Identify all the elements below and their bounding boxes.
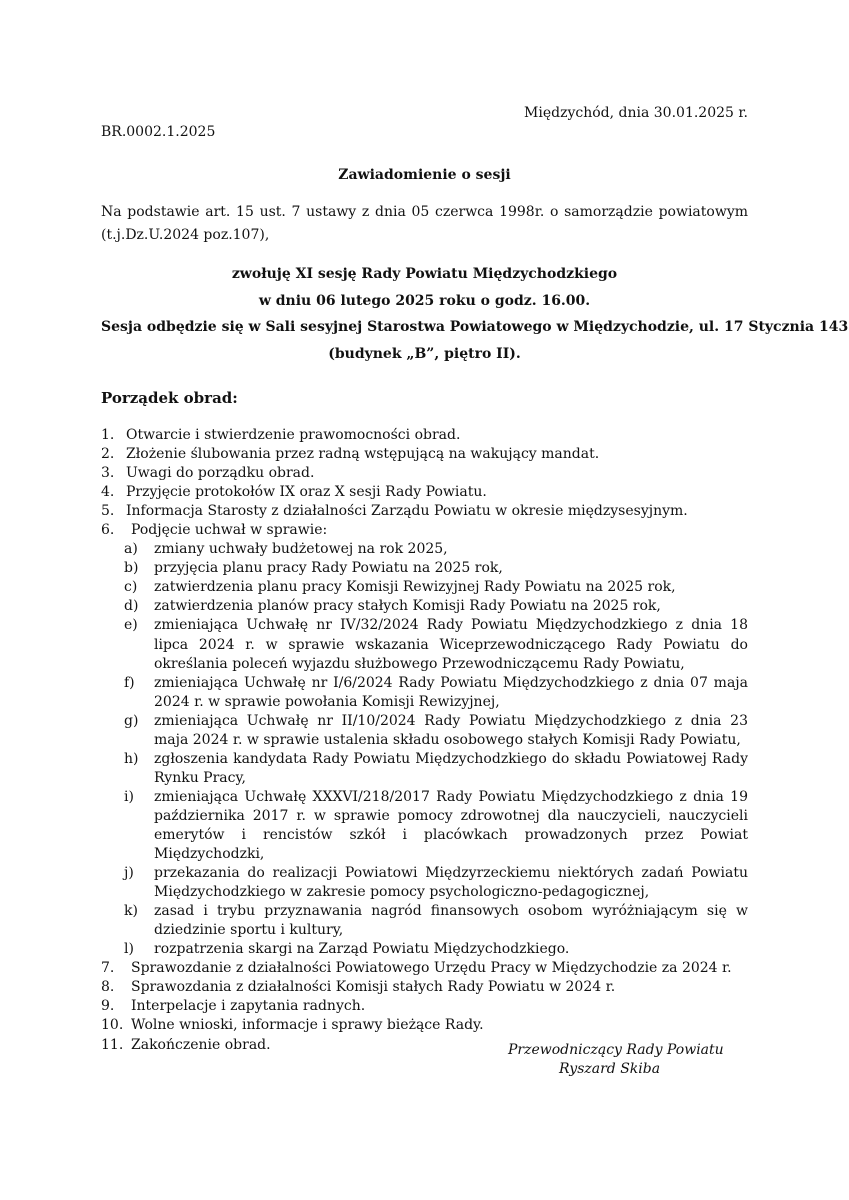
agenda-item-number: 10. — [101, 1017, 124, 1034]
resolution-item — [101, 559, 748, 578]
resolution-item — [101, 616, 748, 673]
agenda-item — [101, 997, 748, 1016]
resolution-item — [101, 940, 748, 959]
resolution-text: przekazania do realizacji Powiatowi Międzyrzeckiemu niektórych zadań Powiatu Międzychodzkiego w zakresie pomocy psychologiczno-pedagogicznej, — [154, 865, 748, 901]
agenda-item — [101, 521, 748, 540]
resolution-text: zatwierdzenia planów pracy stałych Komisji Rady Powiatu na 2025 rok, — [154, 598, 661, 615]
resolution-letter: i) — [124, 788, 134, 805]
resolution-text: zmieniająca Uchwałę nr II/10/2024 Rady Powiatu Międzychodzkiego z dnia 23 maja 2024 r. w sprawie ustalenia składu osobowego stałych Komisji Rady Powiatu, — [154, 712, 748, 748]
agenda-item — [101, 445, 748, 464]
agenda-item-text: Interpelacje i zapytania radnych. — [131, 998, 366, 1015]
resolution-letter: g) — [124, 712, 139, 729]
convocation-block — [101, 261, 849, 367]
agenda-item-number: 9. — [101, 998, 115, 1015]
agenda-item-text: Podjęcie uchwał w sprawie: — [131, 522, 328, 539]
resolution-letter: d) — [124, 598, 139, 615]
agenda-item — [101, 502, 748, 521]
agenda-item-number: 1. — [101, 427, 115, 443]
agenda-item-text: Uwagi do porządku obrad. — [126, 465, 315, 482]
agenda-item-text: Zakończenie obrad. — [131, 1036, 271, 1053]
agenda-heading: Porządek obrad: — [101, 389, 238, 407]
resolution-letter: l) — [124, 941, 134, 958]
agenda-item-number: 2. — [101, 446, 115, 463]
resolution-text: zmieniająca Uchwałę XXXVI/218/2017 Rady Powiatu Międzychodzkiego z dnia 19 października 2017 r. w sprawie pomocy zdrowotnej dla nauczycieli, nauczycieli emerytów i rencistów szkół i placówkach prowadzonych przez Powiat Międzychodzki, — [154, 788, 748, 863]
signatory-role: Przewodniczący Rady Powiatu — [508, 1042, 724, 1058]
resolution-text: zmieniająca Uchwałę nr IV/32/2024 Rady Powiatu Międzychodzkiego z dnia 18 lipca 2024 r. w sprawie wskazania Wiceprzewodniczącego Rady Powiatu do określania poleceń wyjazdu służbowego Przewodniczącemu Rady Powiatu, — [154, 617, 748, 672]
place-date: Międzychód, dnia 30.01.2025 r. — [524, 105, 748, 121]
resolution-letter: f) — [124, 674, 135, 691]
resolution-text: zasad i trybu przyznawania nagród finansowych osobom wyróżniającym się w dziedzinie sportu i kultury, — [154, 903, 748, 939]
agenda-item — [101, 464, 748, 483]
resolution-item — [101, 864, 748, 902]
agenda-item-text: Złożenie ślubowania przez radną wstępującą na wakujący mandat. — [126, 446, 600, 463]
agenda-item-number: 6. — [101, 522, 115, 539]
agenda-item-text: Sprawozdania z działalności Komisji stałych Rady Powiatu w 2024 r. — [131, 979, 616, 996]
agenda-item-number: 7. — [101, 960, 115, 977]
convocation-line: zwołuję XI sesję Rady Powiatu Międzychodzkiego — [231, 266, 618, 282]
agenda-item-number: 5. — [101, 503, 115, 520]
agenda-item-number: 11. — [101, 1036, 124, 1053]
resolution-text: zmieniająca Uchwałę nr I/6/2024 Rady Powiatu Międzychodzkiego z dnia 07 maja 2024 r. w sprawie powołania Komisji Rewizyjnej, — [154, 674, 748, 710]
agenda-item — [101, 978, 748, 997]
signatory-name: Ryszard Skiba — [559, 1061, 661, 1077]
agenda-item — [101, 483, 748, 502]
resolution-letter: e) — [124, 617, 138, 634]
resolution-item — [101, 578, 748, 597]
agenda-item-number: 8. — [101, 979, 115, 996]
agenda-item-text: Przyjęcie protokołów IX oraz X sesji Rady Powiatu. — [126, 484, 487, 501]
convocation-building: (budynek „B”, piętro II). — [328, 345, 521, 362]
resolution-item — [101, 750, 748, 788]
resolution-item — [101, 712, 748, 750]
legal-basis: Na podstawie art. 15 ust. 7 ustawy z dnia 05 czerwca 1998r. o samorządzie powiatowym (t.j.Dz.U.2024 poz.107), — [101, 204, 748, 243]
agenda-item — [101, 1016, 748, 1035]
agenda-item-text: Otwarcie i stwierdzenie prawomocności obrad. — [126, 427, 461, 443]
resolution-letter: b) — [124, 560, 139, 577]
resolution-text: zmiany uchwały budżetowej na rok 2025, — [154, 541, 448, 558]
agenda-item-text: Wolne wnioski, informacje i sprawy bieżące Rady. — [131, 1017, 484, 1034]
agenda-item-text: Sprawozdanie z działalności Powiatowego Urzędu Pracy w Międzychodzie za 2024 r. — [131, 960, 732, 977]
agenda-item-number: 4. — [101, 484, 115, 501]
resolution-text: przyjęcia planu pracy Rady Powiatu na 2025 rok, — [154, 560, 503, 577]
agenda-item — [101, 959, 748, 978]
convocation-date: w dniu 06 lutego 2025 roku o godz. 16.00. — [258, 292, 591, 309]
document-title: Zawiadomienie o sesji — [338, 167, 511, 183]
agenda-item-number: 3. — [101, 465, 115, 482]
resolution-letter: a) — [124, 541, 138, 558]
agenda-item — [101, 426, 748, 445]
resolution-text: rozpatrzenia skargi na Zarząd Powiatu Międzychodzkiego. — [154, 941, 570, 958]
resolution-item — [101, 788, 748, 864]
resolution-letter: j) — [124, 865, 134, 882]
resolution-letter: h) — [124, 750, 139, 767]
agenda-list — [101, 426, 748, 1055]
resolution-text: zgłoszenia kandydata Rady Powiatu Międzychodzkiego do składu Powiatowej Rady Rynku Pracy, — [154, 750, 748, 786]
resolution-item — [101, 540, 748, 559]
reference-number: BR.0002.1.2025 — [101, 124, 216, 140]
convocation-venue: Sesja odbędzie się w Sali sesyjnej Starostwa Powiatowego w Międzychodzie, ul. 17 Stycznia 143 — [101, 319, 849, 335]
resolution-letter: k) — [124, 903, 138, 920]
resolution-text: zatwierdzenia planu pracy Komisji Rewizyjnej Rady Powiatu na 2025 rok, — [154, 579, 676, 596]
resolution-item — [101, 674, 748, 712]
agenda-item-text: Informacja Starosty z działalności Zarządu Powiatu w okresie międzysesyjnym. — [126, 503, 688, 520]
resolution-item — [101, 902, 748, 940]
resolution-item — [101, 597, 748, 616]
resolution-letter: c) — [124, 579, 138, 596]
